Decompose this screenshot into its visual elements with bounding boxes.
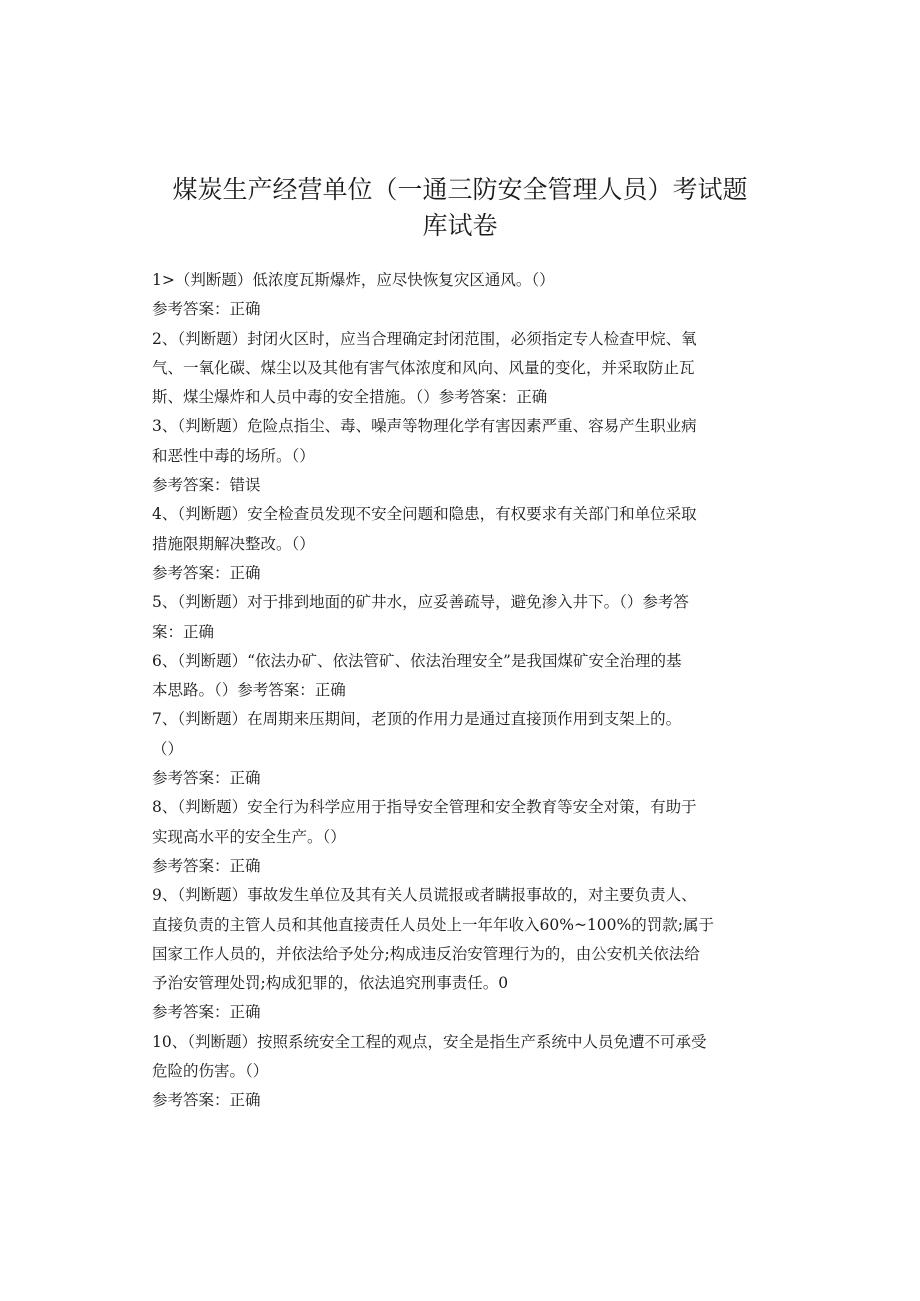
page-title	[120, 172, 800, 244]
question-10-line-2: 危险的伤害。（）	[152, 1062, 269, 1081]
answer-1: 参考答案：正确	[152, 300, 261, 319]
question-4-line-1: 4、（判断题）安全检查员发现不安全问题和隐患，有权要求有关部门和单位采取	[152, 505, 697, 524]
answer-8: 参考答案：正确	[152, 856, 261, 875]
question-6-line-2: 本思路。（）参考答案：正确	[152, 681, 346, 700]
answer-4: 参考答案：正确	[152, 563, 261, 582]
question-2-line-1: 2、（判断题）封闭火区时，应当合理确定封闭范围，必须指定专人检查甲烷、氧	[152, 329, 697, 348]
question-7-line-1: 7、（判断题）在周期来压期间，老顶的作用力是通过直接顶作用到支架上的。	[152, 710, 682, 729]
question-2-line-3: 斯、煤尘爆炸和人员中毒的安全措施。（）参考答案：正确	[152, 388, 548, 407]
question-9-line-4: 予治安管理处罚;构成犯罪的，依法追究刑事责任。0	[152, 974, 509, 993]
question-5-line-2: 案：正确	[152, 622, 215, 641]
question-6-line-1: 6、（判断题）“依法办矿、依法管矿、依法治理安全”是我国煤矿安全治理的基	[152, 651, 682, 670]
document-body	[152, 266, 772, 1116]
question-3-line-1: 3、（判断题）危险点指尘、毒、噪声等物理化学有害因素严重、容易产生职业病	[152, 417, 697, 436]
question-1-line-1: 1>（判断题）低浓度瓦斯爆炸，应尽快恢复灾区通风。（）	[152, 271, 555, 289]
title-line-2: 库试卷	[422, 211, 498, 240]
question-2-line-2: 气、一氧化碳、煤尘以及其他有害气体浓度和风向、风量的变化，并采取防止瓦	[152, 358, 695, 377]
question-4-line-2: 措施限期解决整改。（）	[152, 534, 315, 553]
question-3-line-2: 和恶性中毒的场所。（）	[152, 446, 315, 465]
answer-7: 参考答案：正确	[152, 769, 261, 788]
answer-10: 参考答案：正确	[152, 1091, 261, 1110]
title-line-1: 煤炭生产经营单位（一通三防安全管理人员）考试题	[172, 175, 748, 204]
answer-9: 参考答案：正确	[152, 1003, 261, 1022]
question-5-line-1: 5、（判断题）对于排到地面的矿井水，应妥善疏导，避免渗入井下。（）参考答	[152, 593, 689, 612]
question-9-line-1: 9、（判断题）事故发生单位及其有关人员谎报或者瞒报事故的，对主要负责人、	[152, 886, 697, 905]
question-8-line-1: 8、（判断题）安全行为科学应用于指导安全管理和安全教育等安全对策，有助于	[152, 798, 697, 817]
question-9-line-2: 直接负责的主管人员和其他直接责任人员处上一年年收入60%~100%的罚款;属于	[152, 915, 714, 934]
question-9-line-3: 国家工作人员的，并依法给予处分;构成违反治安管理行为的，由公安机关依法给	[152, 944, 700, 963]
answer-3: 参考答案：错误	[152, 476, 261, 495]
question-10-line-1: 10、（判断题）按照系统安全工程的观点，安全是指生产系统中人员免遭不可承受	[152, 1032, 707, 1051]
question-7-line-2: （）	[152, 739, 184, 758]
question-8-line-2: 实现高水平的安全生产。（）	[152, 827, 346, 846]
